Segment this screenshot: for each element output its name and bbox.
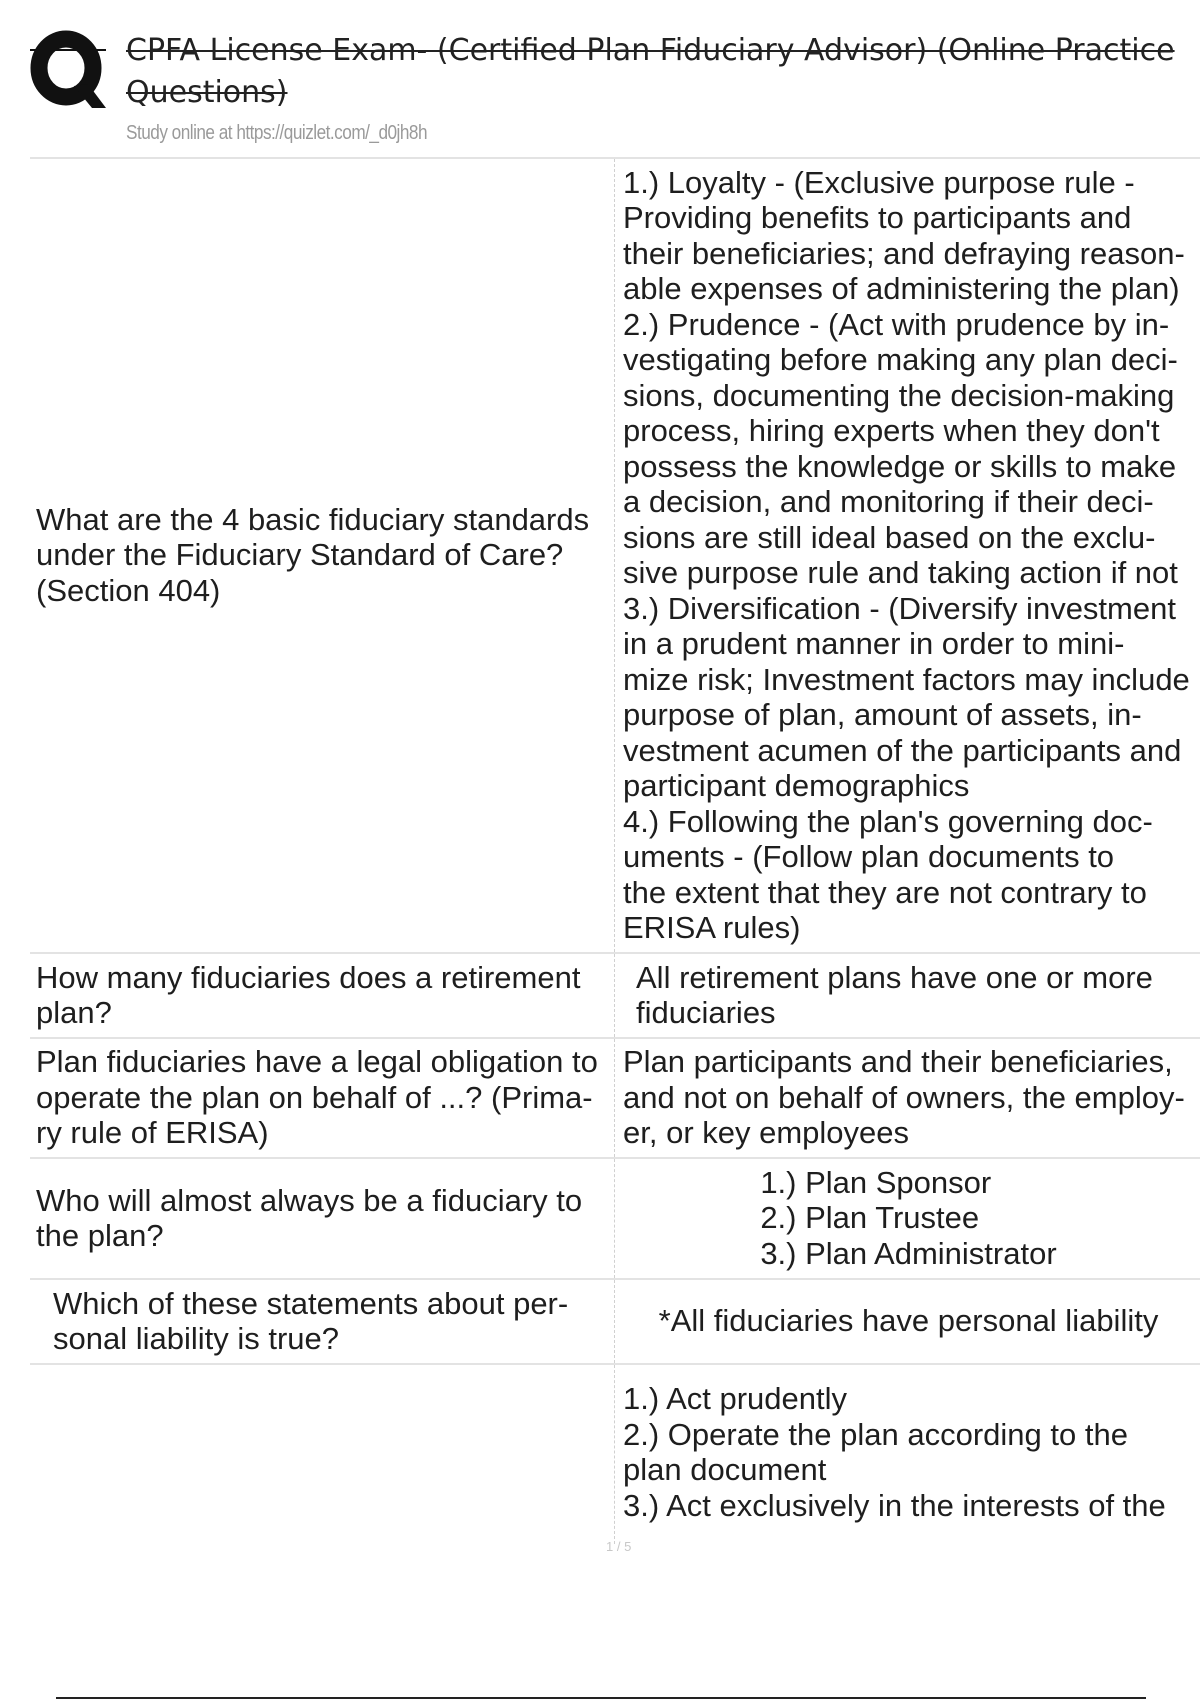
document-title: CPFA License Exam- (Certified Plan Fiduciary Advisor) (Online Practice Questions) bbox=[126, 33, 1175, 110]
table-row bbox=[30, 158, 1200, 953]
table-row bbox=[30, 1364, 1200, 1544]
answer-list bbox=[760, 1165, 1056, 1272]
answer-line: Plan participants and their beneficiaries, bbox=[623, 1044, 1173, 1080]
answer-cell bbox=[615, 1364, 1200, 1544]
answer-line: vestigating before making any plan deci- bbox=[623, 342, 1178, 377]
table-row bbox=[30, 1279, 1200, 1364]
answer-line: 2.) Plan Trustee bbox=[760, 1200, 980, 1236]
answer-line: process, hiring experts when they don't bbox=[623, 413, 1160, 448]
answer-line: ERISA rules) bbox=[623, 910, 801, 945]
answer-line: possess the knowledge or skills to make bbox=[623, 448, 1177, 484]
question-line: Which of these statements about per- bbox=[53, 1285, 569, 1321]
answer-line: uments - (Follow plan documents to bbox=[623, 839, 1115, 874]
answer-line: the extent that they are not contrary to bbox=[623, 874, 1147, 910]
answer-line: purpose of plan, amount of assets, in- bbox=[623, 697, 1142, 732]
answer-line: sive purpose rule and taking action if not bbox=[623, 555, 1178, 590]
answer-line: and not on behalf of owners, the employ- bbox=[623, 1079, 1185, 1115]
footer-divider bbox=[56, 1697, 1146, 1699]
question-cell bbox=[30, 953, 615, 1038]
question-line: Plan fiduciaries have a legal obligation to bbox=[36, 1044, 598, 1080]
answer-line: plan document bbox=[623, 1452, 827, 1487]
answer-line: 2.) Prudence - (Act with prudence by in- bbox=[623, 306, 1170, 342]
question-line: What are the 4 basic fiduciary standards bbox=[36, 501, 590, 537]
question-cell bbox=[30, 1364, 615, 1544]
answer-line: 4.) Following the plan's governing doc- bbox=[623, 803, 1153, 839]
question-cell bbox=[30, 1038, 615, 1158]
answer-line: mize risk; Investment factors may include bbox=[623, 661, 1190, 697]
answer-line: their beneficiaries; and defraying reason- bbox=[623, 235, 1185, 271]
answer-line: sions are still ideal based on the exclu- bbox=[623, 519, 1156, 555]
answer-line: able expenses of administering the plan) bbox=[623, 271, 1180, 306]
question-line: Who will almost always be a fiduciary to bbox=[36, 1182, 583, 1218]
answer-cell bbox=[615, 953, 1200, 1038]
question-line: operate the plan on behalf of ...? (Prima- bbox=[36, 1079, 593, 1115]
answer-line: fiduciaries bbox=[636, 995, 776, 1030]
answer-line: 3.) Diversification - (Diversify investment bbox=[623, 590, 1176, 626]
question-line: plan? bbox=[36, 995, 112, 1030]
page-number: 1 / 5 bbox=[606, 1539, 632, 1554]
question-line: How many fiduciaries does a retirement bbox=[36, 959, 581, 995]
question-line: (Section 404) bbox=[36, 572, 221, 608]
answer-cell bbox=[615, 1158, 1200, 1279]
answer-line: 1.) Plan Sponsor bbox=[760, 1164, 992, 1200]
answer-line: sions, documenting the decision-making bbox=[623, 377, 1175, 413]
answer-line: participant demographics bbox=[623, 768, 970, 803]
answer-line: er, or key employees bbox=[623, 1115, 910, 1151]
answer-line: vestment acumen of the participants and bbox=[623, 732, 1182, 768]
answer-line: in a prudent manner in order to mini- bbox=[623, 626, 1125, 661]
question-cell bbox=[30, 1158, 615, 1279]
answer-line: 2.) Operate the plan according to the bbox=[623, 1416, 1128, 1452]
study-online-link[interactable]: Study online at https://quizlet.com/_d0jh8h bbox=[126, 122, 427, 144]
answer-line: 1.) Loyalty - (Exclusive purpose rule - bbox=[623, 164, 1135, 200]
answer-line: a decision, and monitoring if their deci- bbox=[623, 484, 1154, 519]
flashcard-table bbox=[30, 157, 1200, 1544]
answer-line: Providing benefits to participants and bbox=[623, 200, 1132, 235]
quizlet-q-logo-icon bbox=[30, 28, 106, 112]
question-cell bbox=[30, 158, 615, 953]
answer-line: 1.) Act prudently bbox=[623, 1381, 848, 1416]
answer-line: *All fiduciaries have personal liability bbox=[658, 1303, 1159, 1339]
answer-line: All retirement plans have one or more bbox=[636, 959, 1153, 995]
answer-cell bbox=[615, 1038, 1200, 1158]
table-row bbox=[30, 953, 1200, 1038]
question-line: ry rule of ERISA) bbox=[36, 1115, 269, 1151]
answer-cell bbox=[615, 1279, 1200, 1364]
answer-cell bbox=[615, 158, 1200, 953]
table-row bbox=[30, 1158, 1200, 1279]
question-line: under the Fiduciary Standard of Care? bbox=[36, 537, 564, 573]
answer-line: 3.) Plan Administrator bbox=[760, 1235, 1057, 1271]
table-row bbox=[30, 1038, 1200, 1158]
question-line: sonal liability is true? bbox=[53, 1321, 340, 1356]
question-line: the plan? bbox=[36, 1218, 164, 1253]
answer-line: 3.) Act exclusively in the interests of the bbox=[623, 1487, 1166, 1523]
question-cell bbox=[30, 1279, 615, 1364]
